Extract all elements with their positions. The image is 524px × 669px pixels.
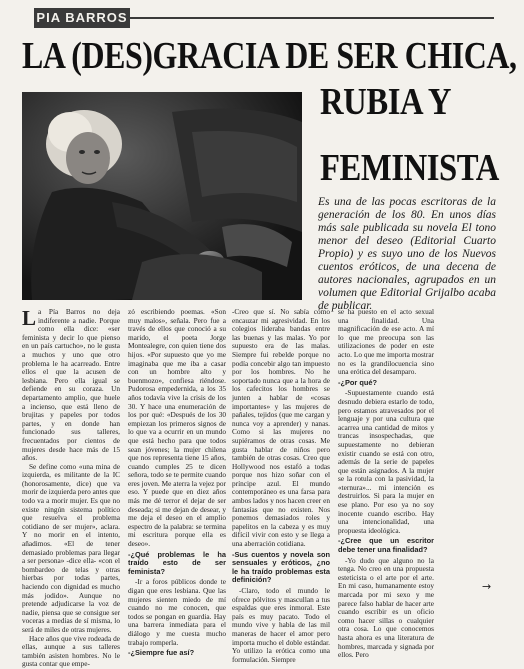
- author-photo: [22, 92, 302, 300]
- body-paragraph: zó escribiendo poemas. «Son muy malos», señala. Pero fue a través de ellos que conoció a su marido, el poeta Jorge Montealegre, con quien tiene dos hijos. «Por supuesto que yo me imaginaba que me iba a casar con un hombre alto y buenmozo», confiesa riéndose. Pudorosa empedernida, a los 35 años todavía vive la crisis de los 30. Y hace una enumeración de los por qué: «Después de los 30 empiezan los primeros signos de lo que va a ocurrir en un mundo que está hecho para que todos sean jóvenes; la mujer chilena que nos representa tiene 15 años, cuando cumples 25 te dicen señora, todo se te permite cuando eres joven. Me aterra la vejez por eso. Y puede que en diez años más me dé terror el dejar de ser deseada; si me dejan de desear, y me deja el deseo en el amplio espectro de la palabra: se termina mi escritura porque ella es deseo».: [128, 307, 226, 549]
- portrait-illustration: [22, 92, 302, 300]
- headline-line-2: RUBIA Y: [320, 81, 452, 123]
- interview-question: -¿Qué problemas le ha traído esto de ser feminista?: [128, 549, 226, 576]
- body-paragraph: -Claro, todo el mundo le ofrece pólvitos y mascullan a tus espaldas que eres inmoral. Este país es muy pacato. Todo el mundo vive y habla de las mil maneras de hacer el amor pero importa mucho el doble estándar. Yo utilizo la erótica como una formulación. Siempre: [232, 586, 330, 664]
- interview-question: -¿Por qué?: [338, 377, 378, 387]
- interview-question: -Sus cuentos y novela son sensuales y eróticos, ¿no le ha traído problemas esta definición?: [232, 549, 330, 585]
- body-paragraph: -Creo que sí. No sabía cómo encauzar mi agresividad. En los colegios lideraba bandas entre las buenas y las malas. Yo por supuesto era de las malas. Siempre fui rebelde porque no podía concebir algo tan impuesto por los hombres. No he soportado nunca que a la hora de los cafecitos los hombres se junten a hablar de «cosas importantes» y las mujeres de pañales, tejidos (que me cargan y nunca voy a aprender) y nanas. Como si las mujeres no supiéramos de otras cosas. Me gusta hablar de niños pero también de otras cosas. Creo que Hollywood nos estafó a todas porque nos hizo soñar con el príncipe azul. El mundo contemporáneo es una farsa para ambos lados y nos hacen creer en fantasías que no existen. Nos ponemos demasiados roles y papelitos en la cabeza y es muy difícil vivir con esto y se llega a una aberración cotidiana.: [232, 307, 330, 549]
- body-paragraph: se ha puesto en el acto sexual una finalidad. Una magnificación de ese acto. A mí lo que me preocupa son las utilizaciones de poder en este acto. Lo que me importa mostrar no es la grandilocuencia sino una erótica del desamparo.: [338, 307, 434, 377]
- article-column-3: [232, 307, 330, 664]
- headline-line-1: LA (DES)GRACIA DE SER CHICA,: [22, 35, 517, 77]
- author-label: PIA BARROS: [34, 8, 130, 28]
- interview-question: -¿Cree que un escritor debe tener una finalidad?: [338, 536, 434, 555]
- body-paragraph: Hace años que vive rodeada de ellas, aunque a sus talleres también asisten hombres. No le gusta contar que empe-: [22, 633, 120, 669]
- article-column-2: [128, 307, 226, 658]
- author-divider: [130, 17, 494, 19]
- drop-cap: L: [22, 306, 37, 330]
- article-column-4: [338, 307, 434, 660]
- body-paragraph: -Ir a foros públicos donde te digan que eres lesbiana. Que las mujeres sienten miedo de mí cuando no me conocen, que todos se pongan en guardia. Hay una barrera inmediata para el diálogo y me cuesta mucho trabajo romperla.: [128, 577, 226, 647]
- body-paragraph: Se define como «una mina de izquierda, es militante de la IC (honorosamente, dice) que va morir de izquierda pero antes que todo va a morir mujer. Es que no existe ningún sistema político que resuelva el problema cotidiano de ser mujer», aclara. Y no morir en el intento, añadimos. «El de tener demasiado problemas para llegar a ser persona» -dice ella- «con el bombardeo de telas y otras hierbas por todas partes, haciendo con dignidad es mucho más jodido». Aunque no pretende adjudicarse la voz de nadie, piensa que se consigue ser voceras a medias de sí misma, lo será de miles de otras mujeres.: [22, 461, 120, 634]
- continue-arrow-icon: →: [482, 580, 492, 593]
- interview-question: -¿Siempre fue así?: [128, 648, 195, 658]
- first-paragraph-text: a Pía Barros no deja indiferente a nadie. Porque como ella dice: «ser feminista y decir lo que pienso en un país cartucho», no le gusta a muchos y uno que otro problema le ha acarreado. Entre ellos el que la acusen de lesbiana. Pero ella igual se defiende en su coraza. Un departamento amplio, que huele a incienso, que está lleno de brujitas y papeles por todos partes, y en donde han funcionado sus talleres, frecuentados por cientos de mujeres desde hace más de 15 años.: [22, 307, 120, 463]
- body-paragraph: -Supuestamente cuando está desnudo debiera estarlo de todo, pero estamos atravesados por el lenguaje y por una cultura que acarrea una cantidad de mitos y trancas insospechadas, que supuestamente no debieran existir cuando se está con otro, además de la serie de papeles que están asignados. A la mujer se la rotula con la pasividad, la «ternura»... mi intención es destruirlos. Si para la mujer en ese plano. Por eso ya no soy inocente cuando escribo. Hay una intencionalidad, una propuesta ideológica.: [338, 388, 434, 535]
- intro-paragraph: Es una de las pocas escritoras de la generación de los 80. En unos días más sale publicada su novela El tono menor del deseo (Editorial Cuarto Propio) y es suyo uno de los Nuevos cuentos eróticos, de una decena de autores nacionales, agrupados en un volumen que Editorial Grijalbo acaba de publicar.: [318, 196, 496, 312]
- first-paragraph: [22, 308, 120, 463]
- headline-line-3: FEMINISTA: [320, 147, 499, 189]
- article-column-1: [22, 306, 120, 669]
- body-paragraph: -Yo dudo que alguno no la tenga. No creo en una propuesta esteticista o el arte por el arte. En mi caso, humanamente estoy marcada por mi sexo y me parece falso hablar de hacer arte cuando escribir es un oficio como hacer sillas o cualquier otra cosa. Lo que conocemos hasta ahora es una literatura de hombres, marcada y signada por ellos. Pero: [338, 555, 434, 660]
